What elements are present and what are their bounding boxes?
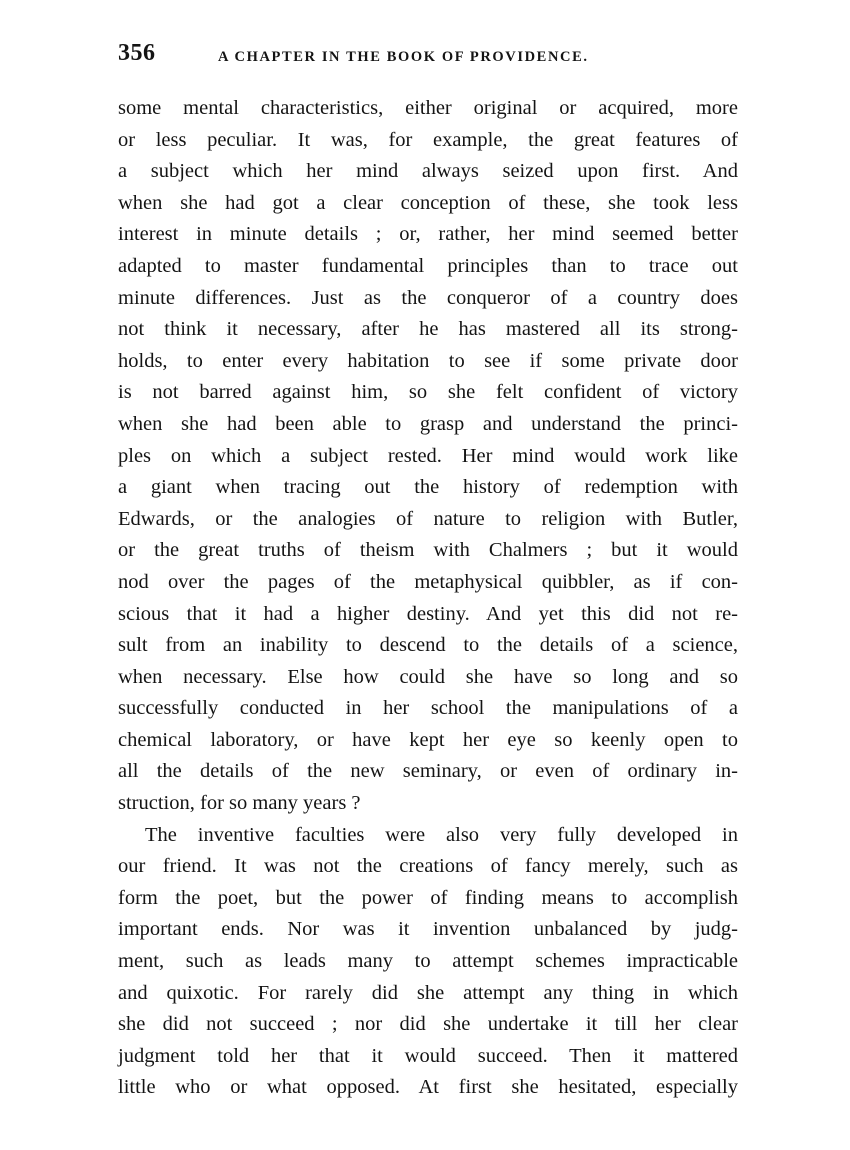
text-line: struction, for so many years ? bbox=[118, 792, 361, 815]
text-line: scious that it had a higher destiny. And yet this did not re- bbox=[118, 602, 738, 625]
text-line: when she had got a clear conception of these, she took less bbox=[118, 191, 738, 214]
paragraph-1 bbox=[118, 93, 738, 820]
text-line: when she had been able to grasp and understand the princi- bbox=[118, 412, 738, 435]
text-line: interest in minute details ; or, rather, her mind seemed better bbox=[118, 223, 738, 246]
text-line: or less peculiar. It was, for example, the great features of bbox=[118, 128, 738, 151]
text-line: and quixotic. For rarely did she attempt any thing in which bbox=[118, 981, 738, 1004]
text-line: adapted to master fundamental principles than to trace out bbox=[118, 254, 738, 277]
text-line: a subject which her mind always seized upon first. And bbox=[118, 160, 738, 183]
text-line: not think it necessary, after he has mastered all its strong- bbox=[118, 318, 738, 341]
text-line: ples on which a subject rested. Her mind would work like bbox=[118, 444, 738, 467]
text-line: minute differences. Just as the conqueror of a country does bbox=[118, 286, 738, 309]
text-line: a giant when tracing out the history of redemption with bbox=[118, 476, 738, 499]
text-line: holds, to enter every habitation to see if some private door bbox=[118, 349, 738, 372]
text-line: important ends. Nor was it invention unbalanced by judg- bbox=[118, 918, 738, 941]
text-line: nod over the pages of the metaphysical quibbler, as if con- bbox=[118, 570, 738, 593]
text-line: form the poet, but the power of finding means to accomplish bbox=[118, 886, 738, 909]
body-text bbox=[118, 93, 738, 1104]
page-number: 356 bbox=[118, 40, 156, 66]
text-line: she did not succeed ; nor did she undertake it till her clear bbox=[118, 1013, 738, 1036]
text-line: when necessary. Else how could she have so long and so bbox=[118, 665, 738, 688]
text-line: sult from an inability to descend to the details of a science, bbox=[118, 634, 738, 657]
text-line: judgment told her that it would succeed. Then it mattered bbox=[118, 1044, 738, 1067]
text-line: all the details of the new seminary, or even of ordinary in- bbox=[118, 760, 738, 783]
text-line: some mental characteristics, either original or acquired, more bbox=[118, 97, 738, 119]
running-title: A CHAPTER IN THE BOOK OF PROVIDENCE. bbox=[218, 49, 589, 65]
text-line: our friend. It was not the creations of fancy merely, such as bbox=[118, 855, 738, 878]
text-line: successfully conducted in her school the manipulations of a bbox=[118, 697, 738, 720]
text-line: little who or what opposed. At first she hesitated, especially bbox=[118, 1076, 738, 1099]
text-line: is not barred against him, so she felt confident of victory bbox=[118, 381, 738, 404]
paragraph-2 bbox=[118, 820, 738, 1104]
text-line: ment, such as leads many to attempt schemes impracticable bbox=[118, 950, 738, 973]
text-line: The inventive faculties were also very fully developed in bbox=[145, 823, 738, 846]
running-head bbox=[118, 40, 738, 70]
text-line: Edwards, or the analogies of nature to religion with Butler, bbox=[118, 507, 738, 530]
text-line: or the great truths of theism with Chalmers ; but it would bbox=[118, 539, 738, 562]
text-line: chemical laboratory, or have kept her eye so keenly open to bbox=[118, 728, 738, 751]
